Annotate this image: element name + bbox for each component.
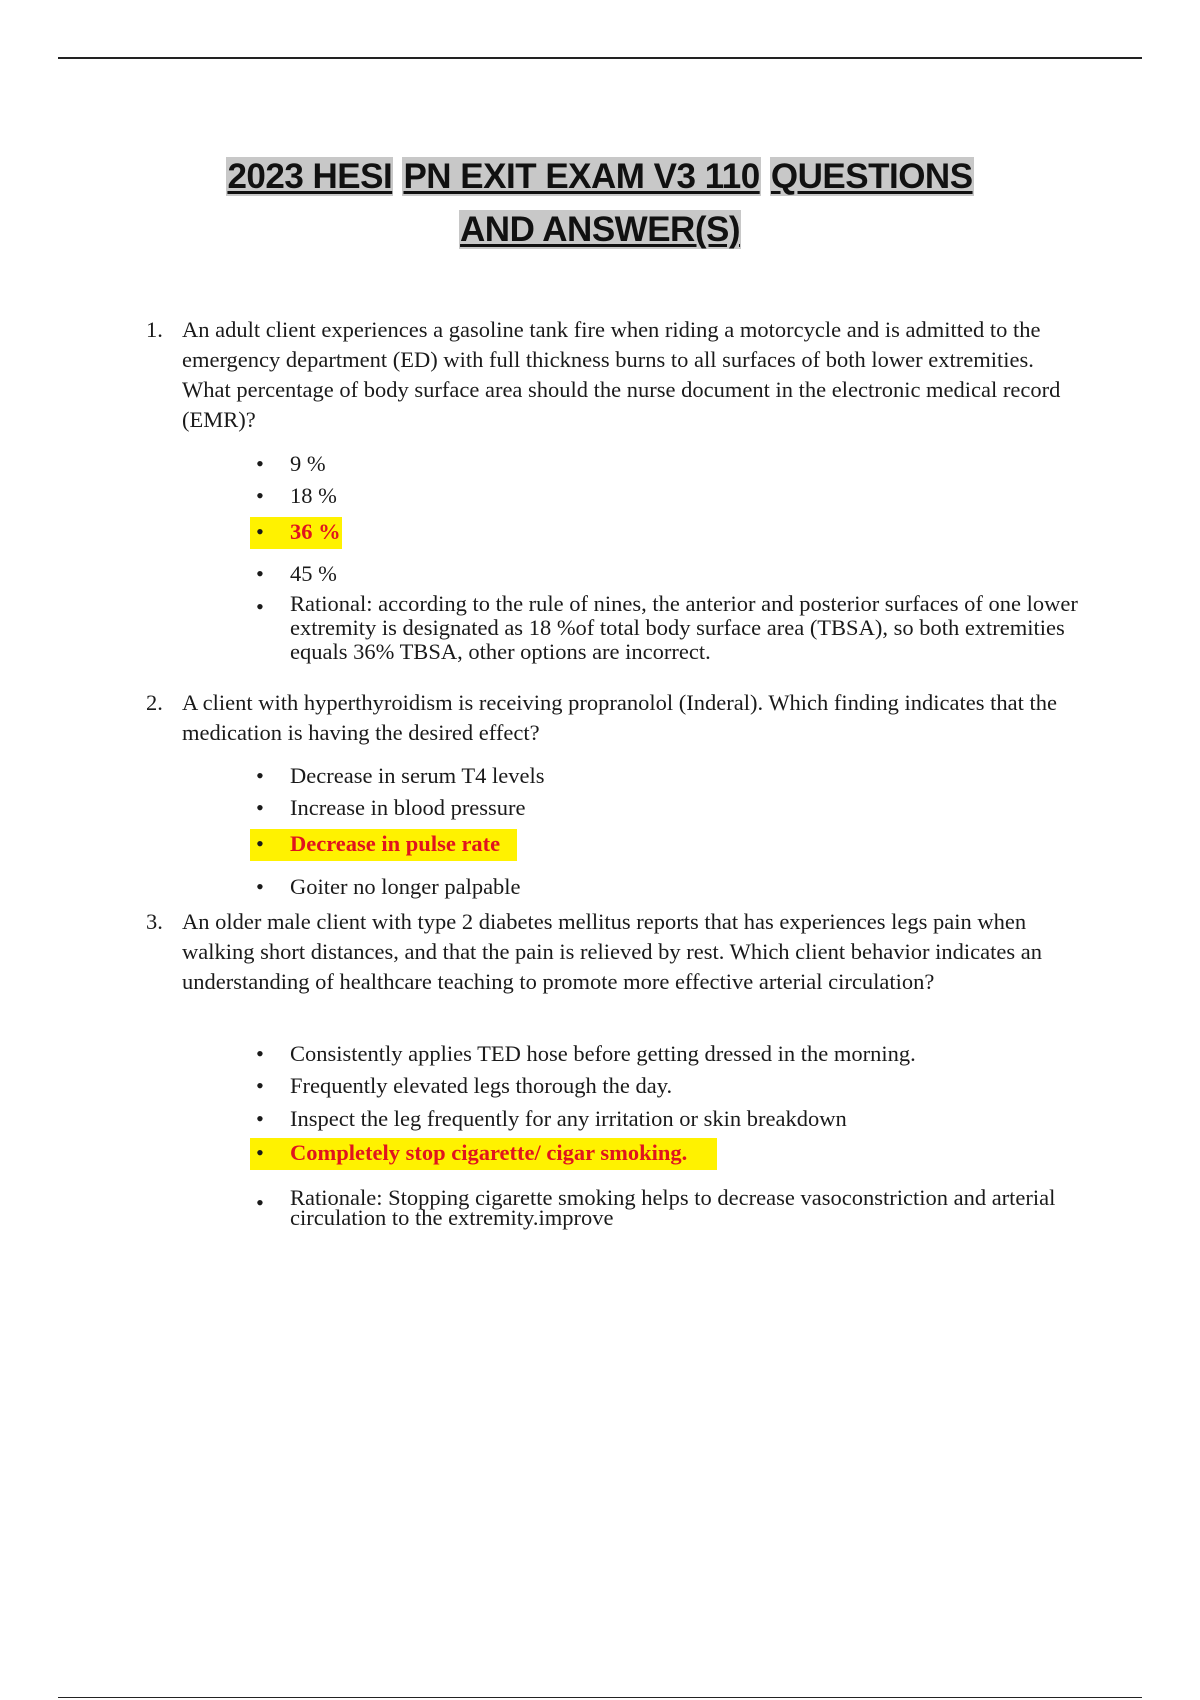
question-number: 3. — [146, 909, 163, 934]
question-text: An older male client with type 2 diabetes mellitus reports that has experiences legs pain when walking short distances, and that the pain is relieved by rest. Which client behavior indicates an understanding of healthcare teaching to promote more effective arterial circulation? — [182, 909, 1042, 994]
document-title — [0, 150, 1200, 256]
list-item — [250, 1039, 1090, 1069]
question-1 — [146, 315, 1066, 435]
bullet-icon: • — [256, 1140, 264, 1165]
option-text: Consistently applies TED hose before getting dressed in the morning. — [290, 1041, 916, 1066]
list-item — [250, 449, 1090, 479]
list-item — [250, 793, 1090, 823]
title-line-1 — [0, 150, 1200, 203]
bullet-icon: • — [256, 519, 264, 544]
bullet-icon: • — [256, 594, 264, 619]
correct-answer-item — [250, 517, 1090, 547]
question-text: An adult client experiences a gasoline tank fire when riding a motorcycle and is admitted to the emergency department (ED) with full thickness burns to all surfaces of both lower extremities. What percentage of body surface area should the nurse document in the electronic medical record (EMR)? — [182, 317, 1061, 432]
bullet-icon: • — [256, 451, 264, 476]
option-text: Decrease in pulse rate — [290, 831, 501, 856]
option-text: Increase in blood pressure — [290, 795, 526, 820]
option-text: 45 % — [290, 561, 337, 586]
rationale-item — [250, 592, 1090, 664]
list-item — [250, 559, 1090, 589]
bullet-icon: • — [256, 874, 264, 899]
title-segment-2: PN EXIT EXAM V3 110 — [403, 157, 760, 196]
title-line-2 — [0, 203, 1200, 256]
bullet-icon: • — [256, 763, 264, 788]
bullet-icon: • — [256, 1073, 264, 1098]
list-item — [250, 481, 1090, 511]
title-segment-3: QUESTIONS — [770, 157, 973, 196]
list-item — [250, 761, 1090, 791]
title-segment-4: AND ANSWER(S) — [460, 210, 740, 249]
bottom-rule — [58, 1697, 1142, 1698]
option-text: 36 % — [290, 519, 341, 544]
bullet-icon: • — [256, 1190, 264, 1215]
bullet-icon: • — [256, 831, 264, 856]
rationale-text: Rationale: Stopping cigarette smoking helps to decrease vasoconstriction and arterial circulation to the extremity.improve — [290, 1185, 1056, 1230]
list-item — [250, 1071, 1090, 1101]
correct-answer-item — [250, 829, 1090, 859]
question-number: 2. — [146, 690, 163, 715]
list-item — [250, 1104, 1090, 1134]
bullet-icon: • — [256, 561, 264, 586]
question-2 — [146, 688, 1066, 748]
option-text: 9 % — [290, 451, 326, 476]
bullet-icon: • — [256, 1106, 264, 1131]
option-text: Inspect the leg frequently for any irritation or skin breakdown — [290, 1106, 847, 1131]
title-segment-1: 2023 HESI — [227, 157, 393, 196]
top-rule — [58, 57, 1142, 59]
option-text: Decrease in serum T4 levels — [290, 763, 545, 788]
rationale-item — [250, 1185, 1090, 1230]
question-text: A client with hyperthyroidism is receiving propranolol (Inderal). Which finding indicates that the medication is having the desired effect? — [182, 690, 1057, 745]
correct-answer-item — [250, 1138, 1090, 1168]
option-text: Frequently elevated legs thorough the day. — [290, 1073, 673, 1098]
list-item — [250, 872, 1090, 902]
option-text: Completely stop cigarette/ cigar smoking. — [290, 1140, 688, 1165]
bullet-icon: • — [256, 1041, 264, 1066]
question-3 — [146, 907, 1066, 997]
rationale-text: Rational: according to the rule of nines, the anterior and posterior surfaces of one lower extremity is designated as 18 %of total body surface area (TBSA), so both extremities equals 36% TBSA, other options are incorrect. — [290, 591, 1078, 664]
question-number: 1. — [146, 317, 163, 342]
bullet-icon: • — [256, 483, 264, 508]
bullet-icon: • — [256, 795, 264, 820]
option-text: Goiter no longer palpable — [290, 874, 521, 899]
option-text: 18 % — [290, 483, 337, 508]
